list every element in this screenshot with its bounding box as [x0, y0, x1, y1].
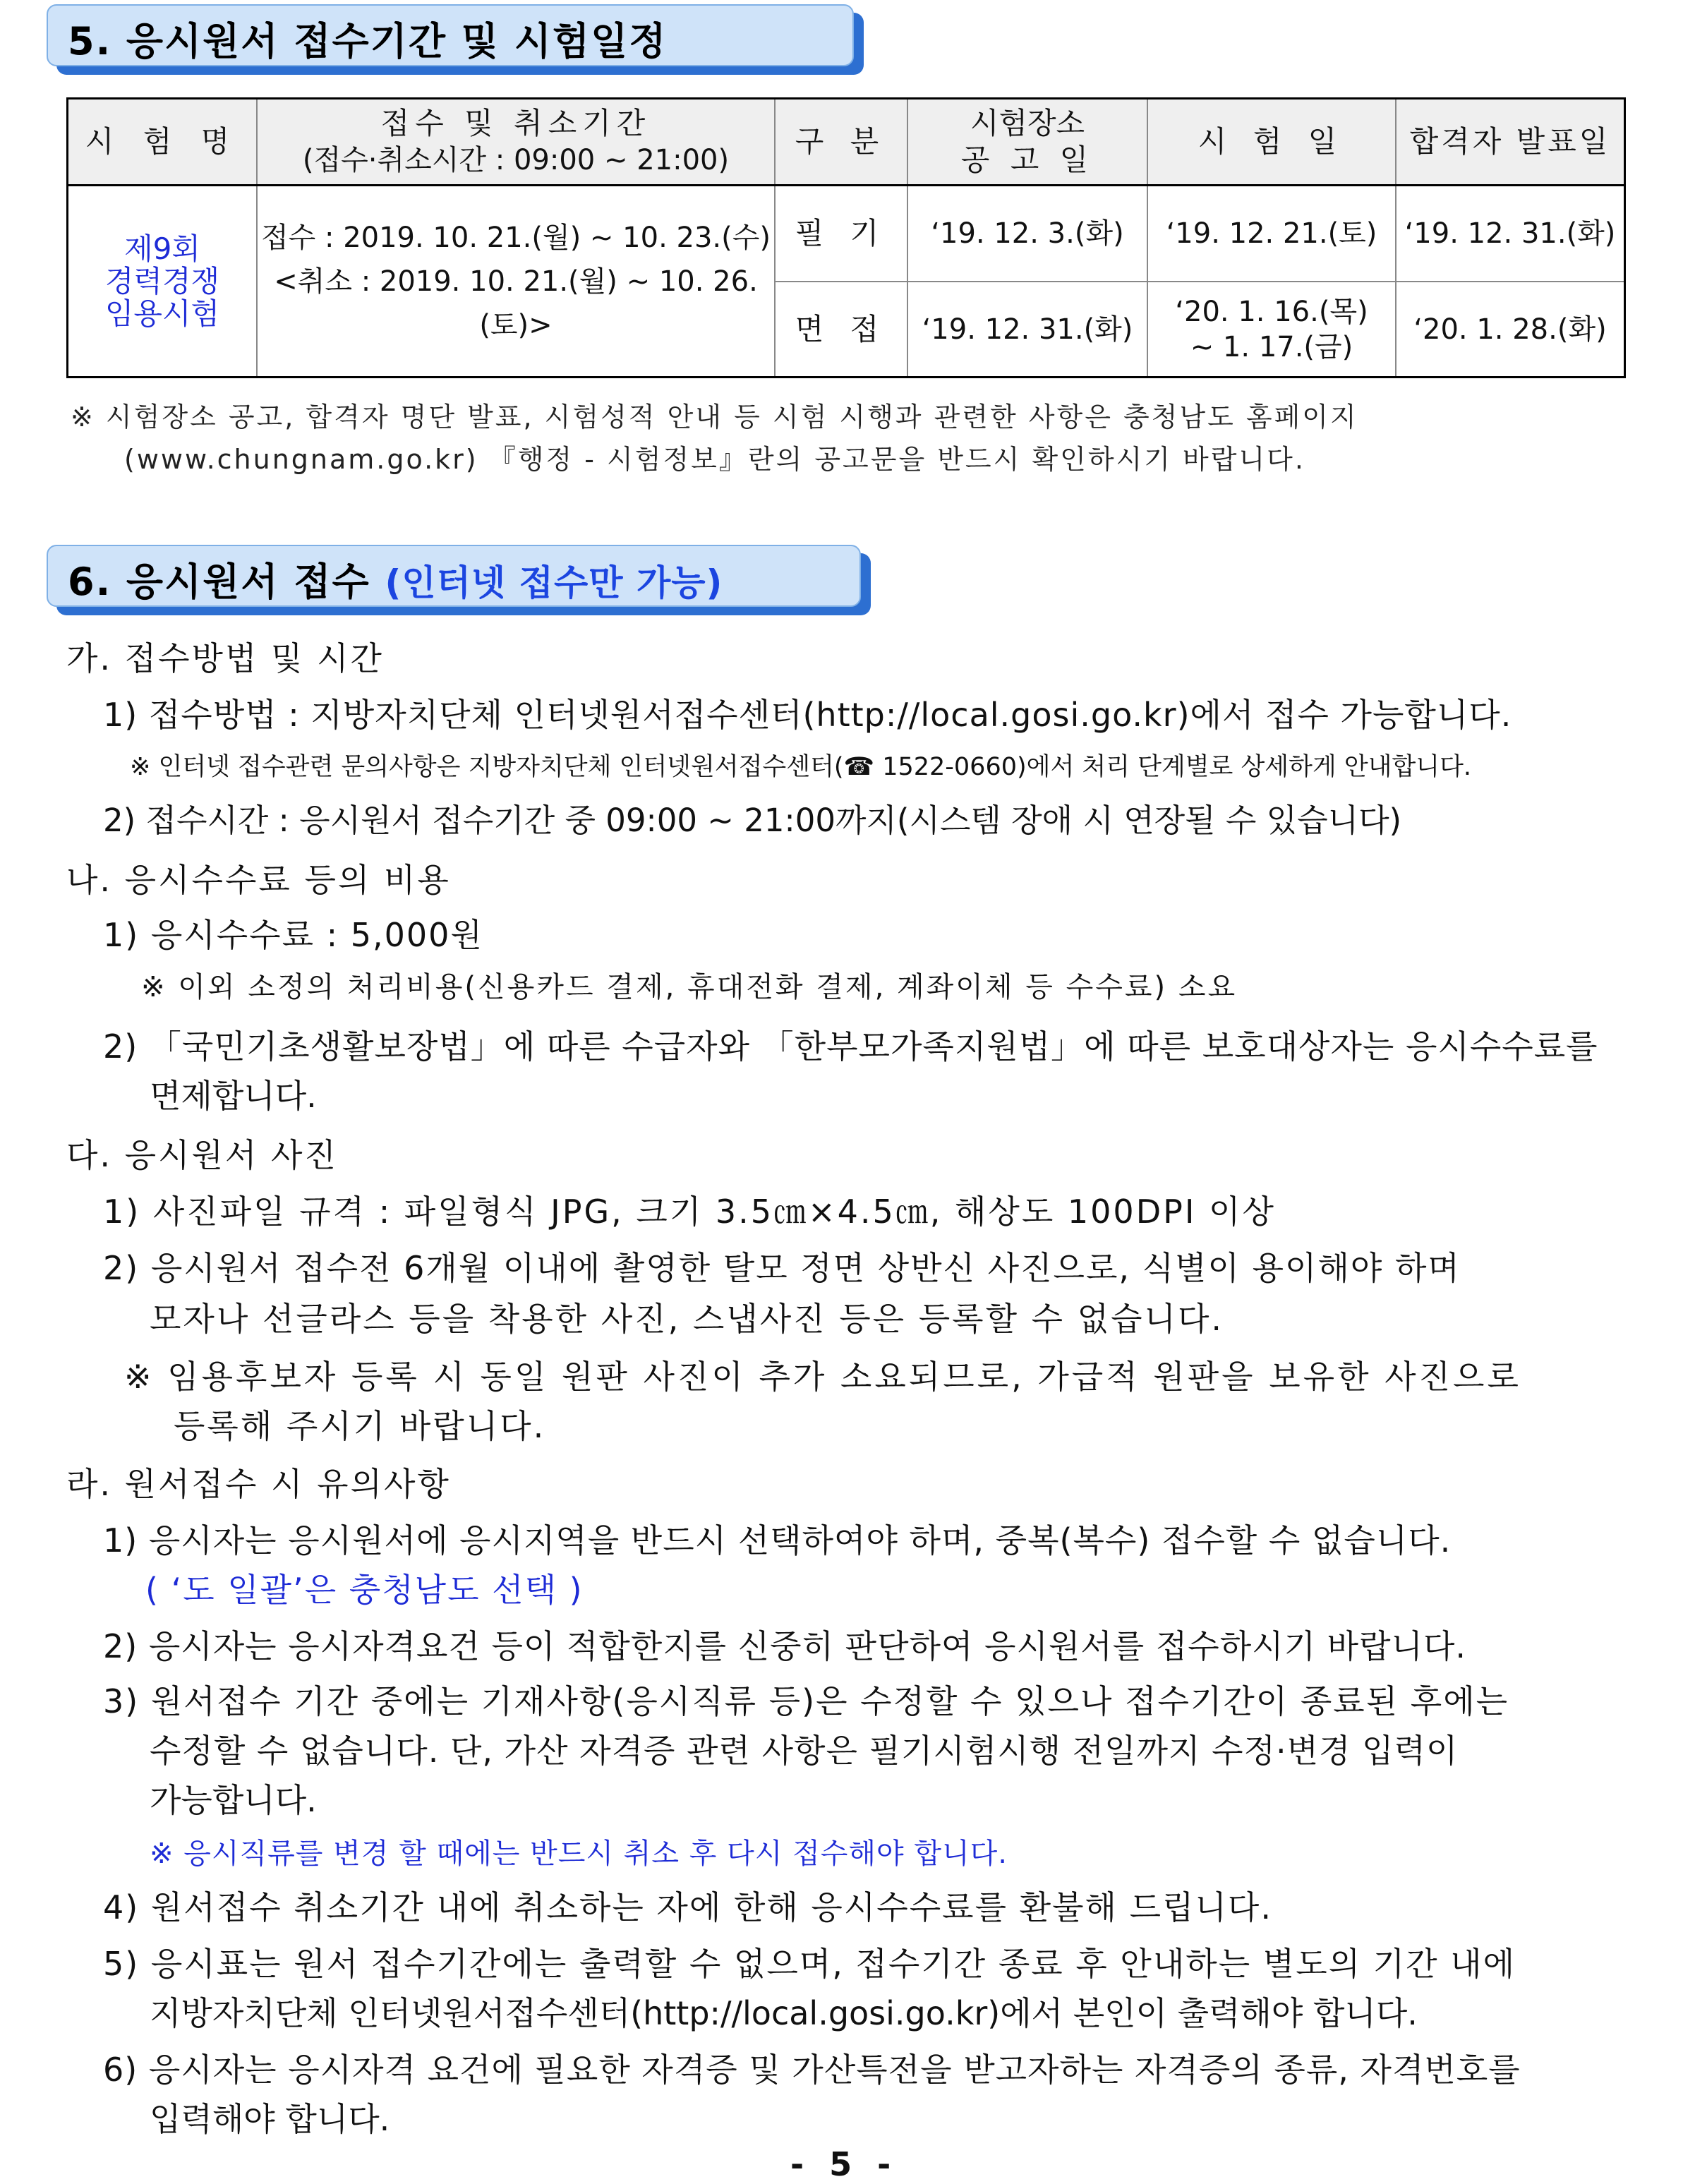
item-ra-6: 6) 응시자는 응시자격 요건에 필요한 자격증 및 가산특전을 받고자하는 자격증의 종류, 자격번호를	[103, 2051, 1521, 2089]
row1-category-text: 필 기	[795, 216, 888, 251]
row1-result-date-text: ‘19. 12. 31.(화)	[1404, 217, 1616, 250]
item-na-1: 1) 응시수수료 : 5,000원	[103, 916, 483, 954]
subheading-ga: 가. 접수방법 및 시간	[66, 639, 384, 677]
row1-venue-text: ‘19. 12. 3.(화)	[931, 217, 1124, 250]
item-ra-3: 3) 원서접수 기간 중에는 기재사항(응시직류 등)은 수정할 수 있으나 접수기간이 종료된 후에는	[103, 1682, 1509, 1720]
exam-name-line2: 경력경쟁	[104, 263, 220, 298]
exam-name-line1: 제9회	[124, 231, 200, 266]
row2-exam-date-line1: ‘20. 1. 16.(목)	[1175, 295, 1368, 328]
section-6-title-box	[47, 545, 861, 607]
row2-exam-date	[1147, 282, 1395, 376]
row1-venue	[907, 186, 1147, 281]
header-category	[774, 99, 907, 184]
header-period-line1: 접수 및 취소기간	[380, 106, 651, 140]
header-period	[256, 99, 774, 184]
header-exam-name-text: 시 험 명	[85, 124, 240, 159]
item-na-2: 2) 「국민기초생활보장법」에 따른 수급자와 「한부모가족지원법」에 따른 보호대상자는 응시수수료를	[103, 1027, 1598, 1066]
header-exam-name	[68, 99, 256, 184]
row1-result-date	[1395, 186, 1624, 281]
section-5-title-box	[47, 4, 854, 66]
table-note-line2: (www.chungnam.go.kr) 『행정 - 시험정보』란의 공고문을 반드시 확인하시기 바랍니다.	[124, 444, 1305, 475]
section-6-title-wrap	[68, 552, 723, 606]
item-da-2: 2) 응시원서 접수전 6개월 이내에 촬영한 탈모 정면 상반신 사진으로, 식별이 용이해야 하며	[103, 1249, 1461, 1287]
header-exam-date	[1147, 99, 1395, 184]
page-number: - 5 -	[790, 2145, 898, 2183]
note-na-1: ※ 이외 소정의 처리비용(신용카드 결제, 휴대전화 결제, 계좌이체 등 수수료) 소요	[141, 971, 1238, 1003]
item-ra-5-cont: 지방자치단체 인터넷원서접수센터(http://local.gosi.go.kr)에서 본인이 출력해야 합니다.	[150, 1994, 1418, 2032]
section-6-title-suffix: (인터넷 접수만 가능)	[385, 562, 723, 603]
note-da-2: ※ 임용후보자 등록 시 동일 원판 사진이 추가 소요되므로, 가급적 원판을 보유한 사진으로	[124, 1358, 1521, 1396]
header-venue	[907, 99, 1147, 184]
item-ra-5: 5) 응시표는 원서 접수기간에는 출력할 수 없으며, 접수기간 종료 후 안내하는 별도의 기간 내에	[103, 1945, 1516, 1983]
row2-result-date	[1395, 282, 1624, 376]
item-ra-4: 4) 원서접수 취소기간 내에 취소하는 자에 한해 응시수수료를 환불해 드립니다.	[103, 1888, 1272, 1926]
section-6-title: 6. 응시원서 접수	[68, 560, 370, 604]
item-ra-3-note: ※ 응시직류를 변경 할 때에는 반드시 취소 후 다시 접수해야 합니다.	[150, 1838, 1008, 1870]
header-result-date-text: 합격자 발표일	[1409, 124, 1611, 159]
table-note-line1: ※ 시험장소 공고, 합격자 명단 발표, 시험성적 안내 등 시험 시행과 관련한 사항은 충청남도 홈페이지	[71, 402, 1358, 433]
item-ra-3-cont2: 가능합니다.	[150, 1781, 317, 1819]
item-ga-1: 1) 접수방법 : 지방자치단체 인터넷원서접수센터(http://local.gosi.go.kr)에서 접수 가능합니다.	[103, 696, 1512, 734]
item-na-2-cont: 면제합니다.	[150, 1077, 317, 1115]
item-ra-3-cont1: 수정할 수 없습니다. 단, 가산 자격증 관련 사항은 필기시험시행 전일까지 수정·변경 입력이	[150, 1732, 1459, 1770]
item-ra-1: 1) 응시자는 응시원서에 응시지역을 반드시 선택하여야 하며, 중복(복수) 접수할 수 없습니다.	[103, 1521, 1452, 1559]
item-ra-6-cont: 입력해야 합니다.	[150, 2100, 390, 2138]
row2-result-date-text: ‘20. 1. 28.(화)	[1413, 313, 1607, 346]
row1-exam-date	[1147, 186, 1395, 281]
exam-name-line3: 임용시험	[104, 296, 220, 331]
row2-venue	[907, 282, 1147, 376]
header-exam-date-text: 시 험 일	[1198, 124, 1346, 159]
subheading-da: 다. 응시원서 사진	[66, 1136, 338, 1174]
period-cancel: <취소 : 2019. 10. 21.(월) ~ 10. 26.(토)>	[274, 265, 758, 342]
row2-venue-text: ‘19. 12. 31.(화)	[922, 313, 1133, 346]
row2-category	[774, 282, 907, 376]
period-receive: 접수 : 2019. 10. 21.(월) ~ 10. 23.(수)	[261, 221, 771, 254]
note-da-2-cont: 등록해 주시기 바랍니다.	[174, 1407, 546, 1445]
schedule-table	[66, 97, 1626, 378]
item-ga-2: 2) 접수시간 : 응시원서 접수기간 중 09:00 ~ 21:00까지(시스템 장애 시 연장될 수 있습니다)	[103, 802, 1402, 839]
header-category-text: 구 분	[795, 124, 888, 159]
exam-name-cell	[68, 186, 256, 376]
header-venue-line1: 시험장소	[970, 106, 1085, 140]
note-ga-1: ※ 인터넷 접수관련 문의사항은 지방자치단체 인터넷원서접수센터(☎ 1522-0660)에서 처리 단계별로 상세하게 안내합니다.	[130, 753, 1472, 781]
header-result-date	[1395, 99, 1624, 184]
item-ra-1-note: ( ‘도 일괄’은 충청남도 선택 )	[145, 1571, 584, 1609]
subheading-ra: 라. 원서접수 시 유의사항	[66, 1465, 451, 1503]
subheading-na: 나. 응시수수료 등의 비용	[66, 861, 451, 899]
header-period-line2: (접수·취소시간 : 09:00 ~ 21:00)	[302, 144, 730, 176]
period-cell	[256, 186, 774, 376]
row2-category-text: 면 접	[795, 311, 888, 346]
item-da-2-cont: 모자나 선글라스 등을 착용한 사진, 스냅사진 등은 등록할 수 없습니다.	[150, 1300, 1224, 1338]
header-venue-line2: 공 고 일	[960, 143, 1094, 177]
section-5-title: 5. 응시원서 접수기간 및 시험일정	[68, 19, 668, 64]
row1-category	[774, 186, 907, 281]
row2-exam-date-line2: ~ 1. 17.(금)	[1190, 330, 1353, 363]
row1-exam-date-text: ‘19. 12. 21.(토)	[1166, 217, 1377, 250]
item-da-1: 1) 사진파일 규격 : 파일형식 JPG, 크기 3.5㎝×4.5㎝, 해상도 100DPI 이상	[103, 1193, 1276, 1231]
item-ra-2: 2) 응시자는 응시자격요건 등이 적합한지를 신중히 판단하여 응시원서를 접수하시기 바랍니다.	[103, 1627, 1467, 1665]
